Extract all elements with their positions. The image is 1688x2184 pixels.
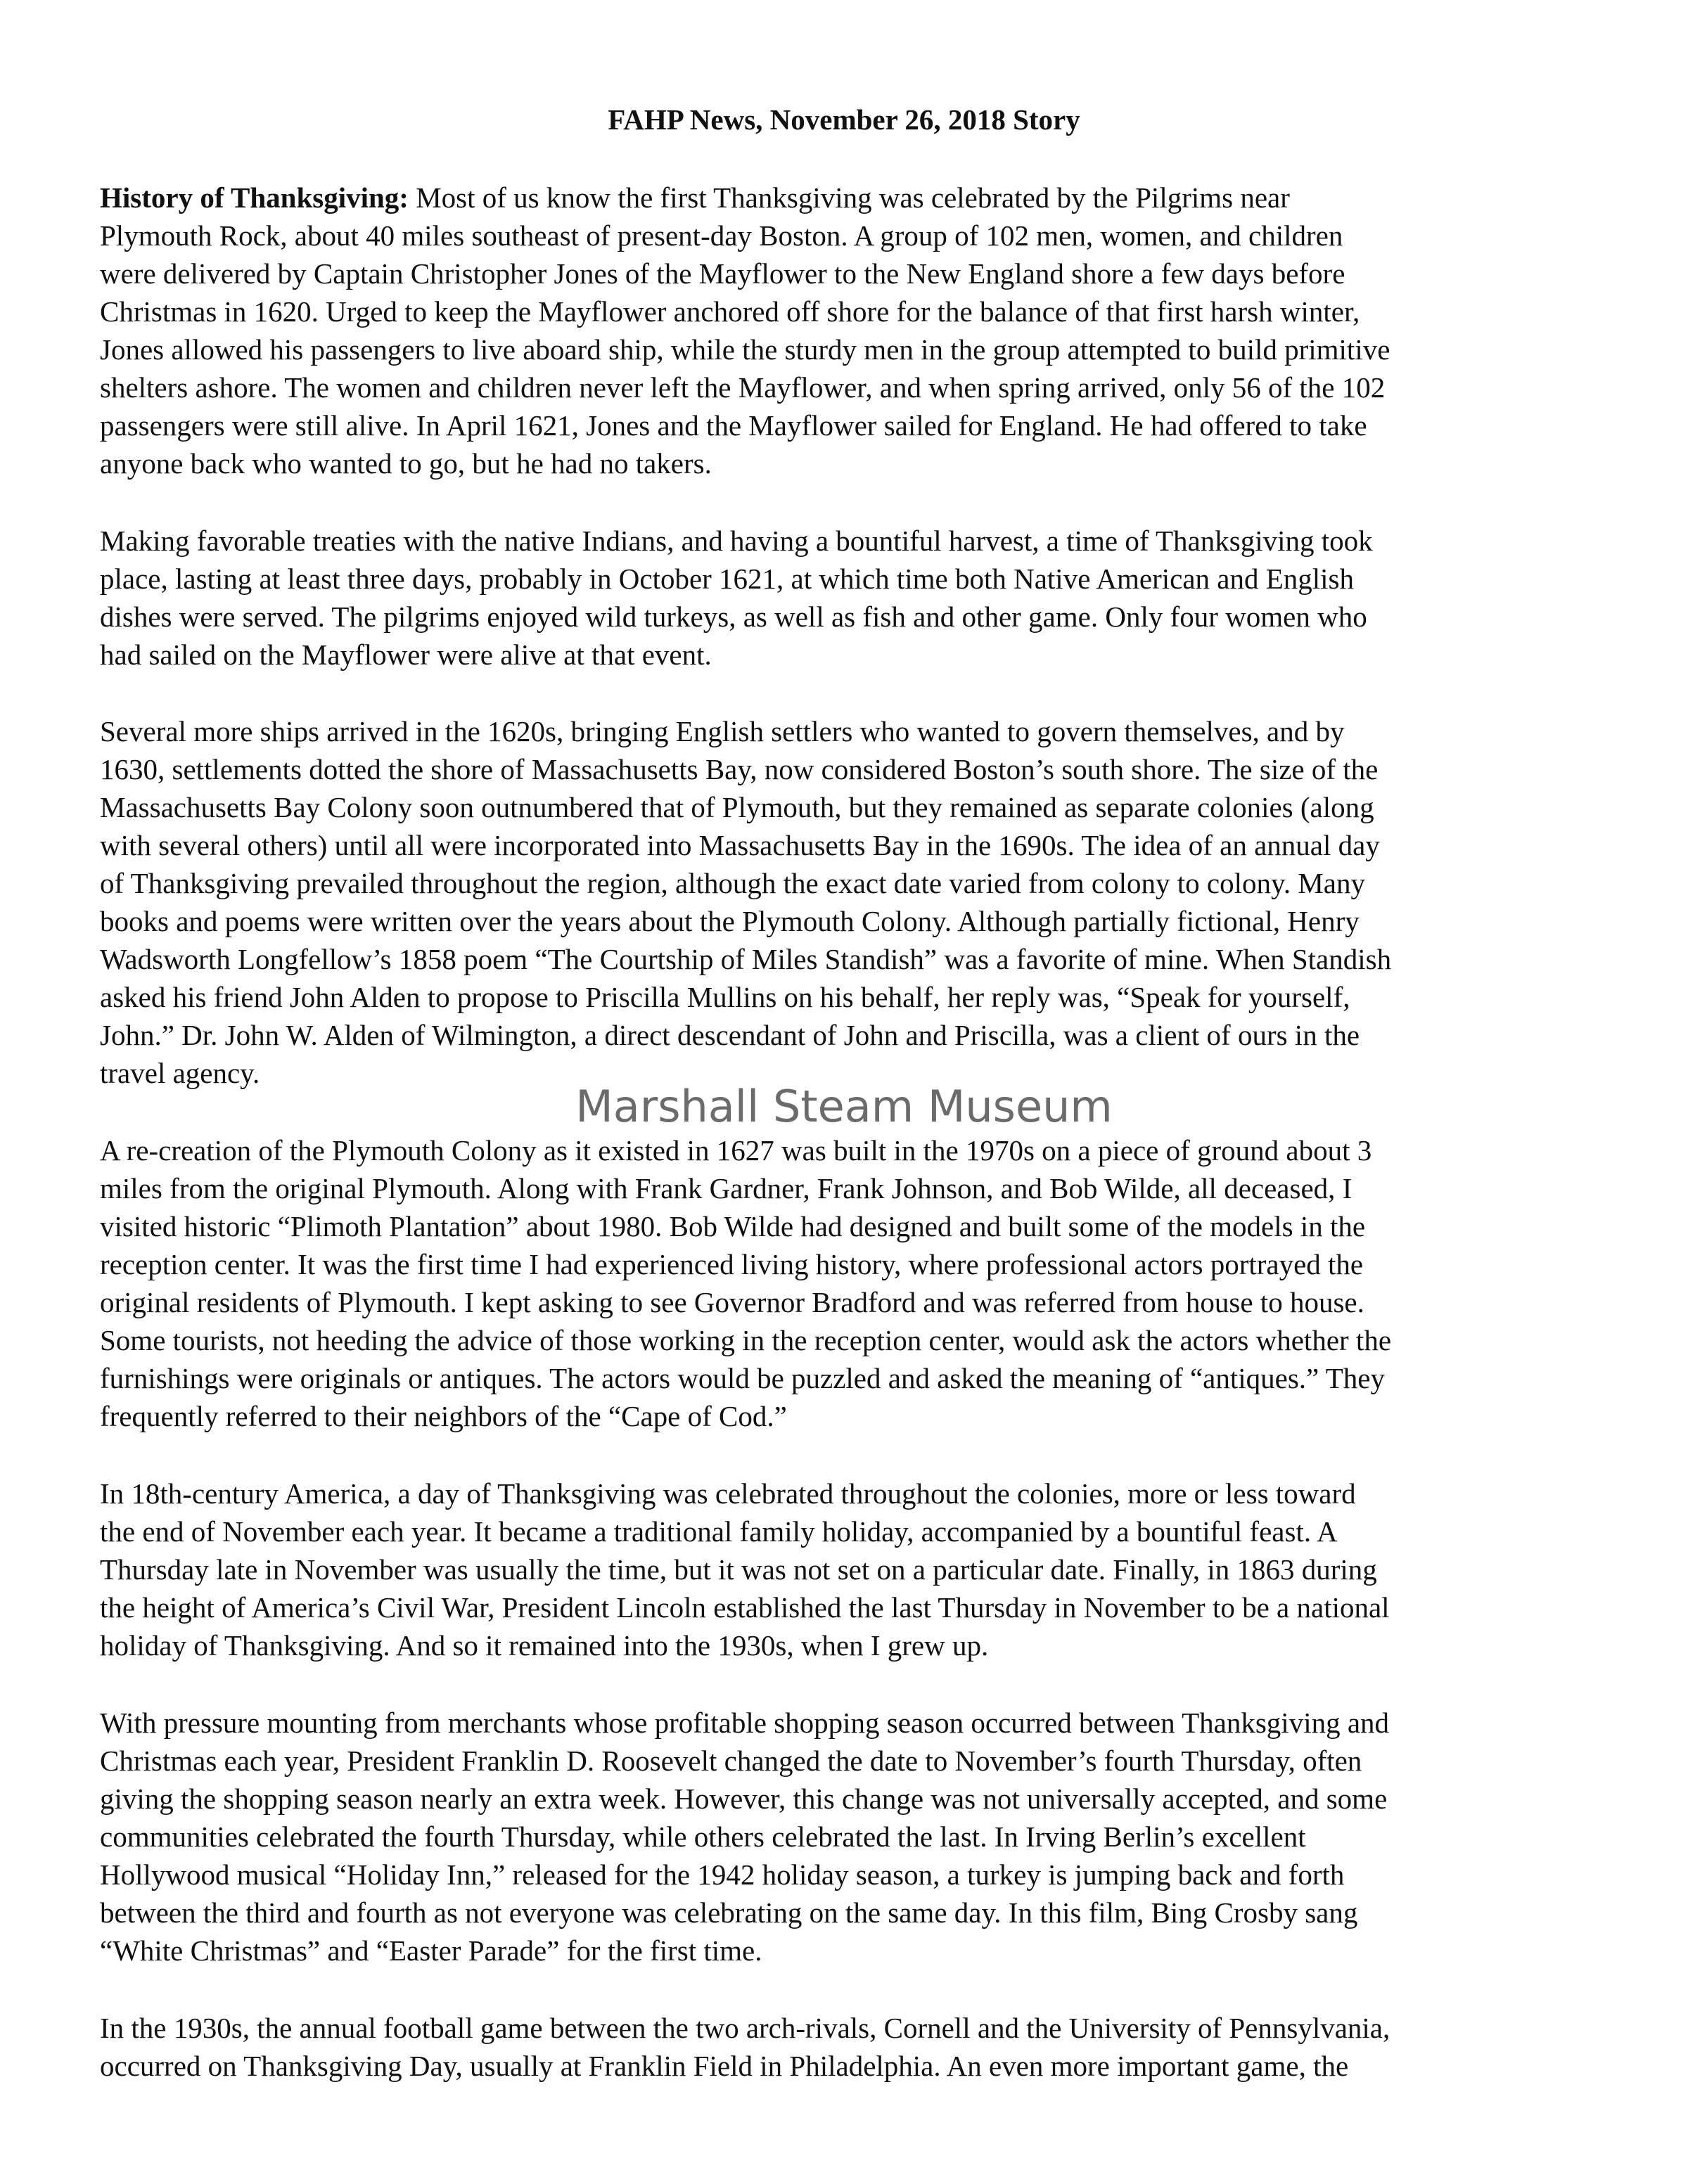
paragraph-line: the end of November each year. It became a traditional family holiday, accompanied by a bountiful feast. A — [100, 1515, 1338, 1548]
paragraph-treaties-and-harvest — [100, 522, 1626, 674]
paragraph-line: furnishings were originals or antiques. The actors would be puzzled and asked the meaning of “antiques.” They — [100, 1362, 1386, 1394]
paragraph-line: Thursday late in November was usually the time, but it was not set on a particular date. Finally, in 1863 during — [100, 1553, 1377, 1586]
document-title: FAHP News, November 26, 2018 Story — [608, 103, 1080, 136]
paragraph-line: frequently referred to their neighbors of the “Cape of Cod.” — [100, 1400, 787, 1432]
paragraph-line: visited historic “Plimoth Plantation” about 1980. Bob Wilde had designed and built some of the models in the — [100, 1210, 1366, 1242]
paragraph-line: Hollywood musical “Holiday Inn,” released for the 1942 holiday season, a turkey is jumping back and forth — [100, 1858, 1345, 1891]
paragraph-line: reception center. It was the first time I had experienced living history, where professional actors portrayed the — [100, 1248, 1364, 1280]
paragraph-line: place, lasting at least three days, probably in October 1621, at which time both Native American and English — [100, 563, 1354, 595]
paragraph-history-of-thanksgiving — [100, 179, 1626, 482]
paragraph-line: With pressure mounting from merchants whose profitable shopping season occurred between Thanksgiving and — [100, 1707, 1390, 1739]
paragraph-line: In the 1930s, the annual football game between the two arch-rivals, Cornell and the University of Pennsylvania, — [100, 2012, 1390, 2044]
paragraph-football-game — [100, 2009, 1626, 2085]
paragraph-line: of Thanksgiving prevailed throughout the region, although the exact date varied from colony to colony. Many — [100, 867, 1365, 899]
paragraph-line: dishes were served. The pilgrims enjoyed wild turkeys, as well as fish and other game. Only four women who — [100, 600, 1367, 633]
paragraph-line-text: Most of us know the first Thanksgiving was celebrated by the Pilgrims near — [408, 181, 1290, 214]
paragraph-line: original residents of Plymouth. I kept asking to see Governor Bradford and was referred from house to house. — [100, 1286, 1364, 1318]
paragraph-line: had sailed on the Mayflower were alive at that event. — [100, 638, 712, 671]
paragraph-line: holiday of Thanksgiving. And so it remained into the 1930s, when I grew up. — [100, 1629, 989, 1662]
paragraph-line: Making favorable treaties with the native Indians, and having a bountiful harvest, a time of Thanksgiving took — [100, 525, 1373, 557]
paragraph-line: occurred on Thanksgiving Day, usually at Franklin Field in Philadelphia. An even more important game, the — [100, 2050, 1349, 2082]
paragraph-line: Massachusetts Bay Colony soon outnumbered that of Plymouth, but they remained as separate colonies (along — [100, 791, 1374, 823]
paragraph-line: asked his friend John Alden to propose to Priscilla Mullins on his behalf, her reply was, “Speak for yourself, — [100, 981, 1350, 1013]
paragraph-line: between the third and fourth as not everyone was celebrating on the same day. In this film, Bing Crosby sang — [100, 1896, 1358, 1929]
paragraph-line: shelters ashore. The women and children never left the Mayflower, and when spring arrived, only 56 of the 102 — [100, 371, 1386, 404]
paragraph-line: In 18th-century America, a day of Thanksgiving was celebrated throughout the colonies, more or less toward — [100, 1477, 1356, 1510]
paragraph-line: communities celebrated the fourth Thursday, while others celebrated the last. In Irving Berlin’s excellent — [100, 1820, 1306, 1853]
paragraph-line: travel agency. — [100, 1057, 260, 1089]
paragraph-line: the height of America’s Civil War, President Lincoln established the last Thursday in November to be a national — [100, 1591, 1390, 1624]
section-heading: History of Thanksgiving: — [100, 181, 409, 214]
paragraph-line: were delivered by Captain Christopher Jones of the Mayflower to the New England shore a few days before — [100, 257, 1345, 290]
paragraph-line: Christmas each year, President Franklin D. Roosevelt changed the date to November’s fourth Thursday, often — [100, 1745, 1362, 1777]
paragraph-line: 1630, settlements dotted the shore of Massachusetts Bay, now considered Boston’s south shore. The size of the — [100, 753, 1379, 785]
paragraph-line: Christmas in 1620. Urged to keep the Mayflower anchored off shore for the balance of that first harsh winter, — [100, 295, 1360, 328]
paragraph-line: Several more ships arrived in the 1620s, bringing English settlers who wanted to govern themselves, and by — [100, 715, 1345, 747]
paragraph-18th-century — [100, 1475, 1626, 1664]
paragraph-line: John.” Dr. John W. Alden of Wilmington, a direct descendant of John and Priscilla, was a client of ours in the — [100, 1019, 1360, 1051]
paragraph-line: with several others) until all were incorporated into Massachusetts Bay in the 1690s. The idea of an annual day — [100, 829, 1380, 861]
paragraph-line: giving the shopping season nearly an extra week. However, this change was not universally accepted, and some — [100, 1782, 1388, 1815]
paragraph-line: passengers were still alive. In April 1621, Jones and the Mayflower sailed for England. He had offered to take — [100, 409, 1367, 442]
paragraph-massachusetts-bay — [100, 712, 1626, 1092]
paragraph-roosevelt-date-change — [100, 1704, 1626, 1970]
paragraph-line: Jones allowed his passengers to live aboard ship, while the sturdy men in the group attempted to build primitive — [100, 333, 1390, 366]
watermark-text: Marshall Steam Museum — [575, 1081, 1113, 1132]
paragraph-line: Some tourists, not heeding the advice of those working in the reception center, would ask the actors whether the — [100, 1324, 1392, 1356]
paragraph-plimoth-plantation — [100, 1131, 1626, 1435]
paragraph-line: A re-creation of the Plymouth Colony as it existed in 1627 was built in the 1970s on a piece of ground about 3 — [100, 1134, 1372, 1167]
paragraph-line: miles from the original Plymouth. Along with Frank Gardner, Frank Johnson, and Bob Wilde, all deceased, I — [100, 1172, 1353, 1205]
paragraph-line: Wadsworth Longfellow’s 1858 poem “The Courtship of Miles Standish” was a favorite of mine. When Standish — [100, 943, 1392, 975]
paragraph-line: books and poems were written over the years about the Plymouth Colony. Although partially fictional, Henry — [100, 905, 1360, 937]
paragraph-line: “White Christmas” and “Easter Parade” for the first time. — [100, 1934, 762, 1967]
paragraph-line: anyone back who wanted to go, but he had no takers. — [100, 447, 712, 480]
paragraph-line: Plymouth Rock, about 40 miles southeast of present-day Boston. A group of 102 men, women, and children — [100, 219, 1343, 252]
paragraph-line — [100, 179, 1626, 217]
